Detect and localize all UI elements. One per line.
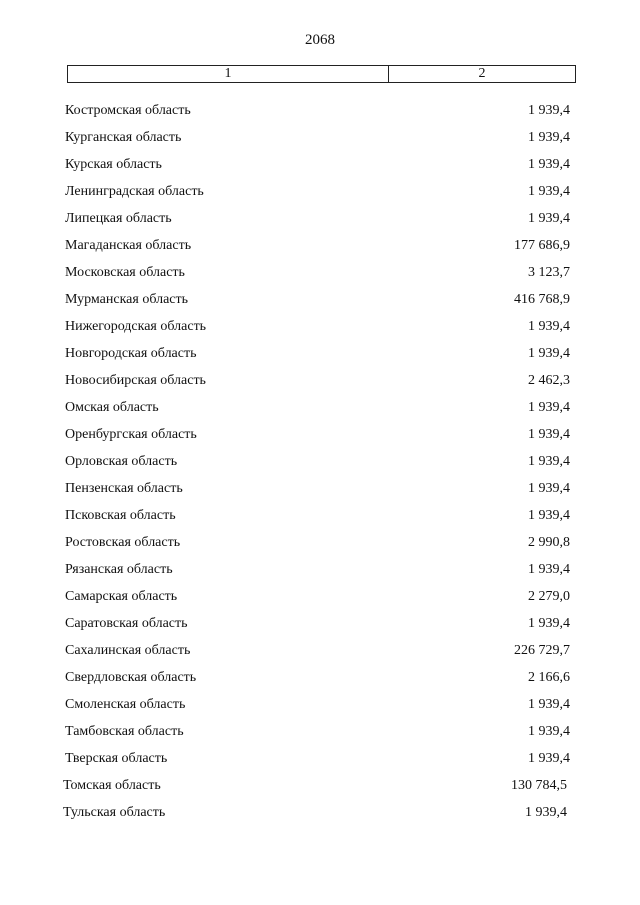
region-name: Самарская область [65,589,178,604]
region-name: Курганская область [65,130,182,145]
table-row [0,776,640,803]
page-number: 2068 [305,32,335,48]
region-value: 226 729,7 [514,643,570,658]
region-name: Рязанская область [65,562,173,577]
region-value: 1 939,4 [528,319,570,334]
table-row [0,533,640,560]
table-row [0,749,640,776]
table-row [0,344,640,371]
region-value: 1 939,4 [528,157,570,172]
table-row [0,155,640,182]
table-row [0,371,640,398]
region-name: Липецкая область [65,211,172,226]
region-name: Саратовская область [65,616,188,631]
region-name: Ленинградская область [65,184,204,199]
region-table [0,101,640,830]
region-value: 130 784,5 [511,778,567,793]
table-row [0,101,640,128]
table-row [0,236,640,263]
region-name: Смоленская область [65,697,186,712]
region-value: 1 939,4 [528,697,570,712]
table-row [0,668,640,695]
region-value: 2 279,0 [528,589,570,604]
region-name: Московская область [65,265,185,280]
region-name: Сахалинская область [65,643,191,658]
region-value: 1 939,4 [528,454,570,469]
region-value: 1 939,4 [528,751,570,766]
table-row [0,452,640,479]
table-row [0,425,640,452]
region-value: 177 686,9 [514,238,570,253]
table-row [0,560,640,587]
region-value: 1 939,4 [528,508,570,523]
region-name: Костромская область [65,103,191,118]
table-row [0,263,640,290]
region-value: 1 939,4 [528,211,570,226]
region-value: 1 939,4 [525,805,567,820]
region-value: 3 123,7 [528,265,570,280]
region-name: Тульская область [63,805,166,820]
region-value: 1 939,4 [528,103,570,118]
region-name: Тамбовская область [65,724,184,739]
table-row [0,398,640,425]
region-value: 1 939,4 [528,616,570,631]
region-name: Курская область [65,157,162,172]
region-name: Новосибирская область [65,373,206,388]
region-value: 2 462,3 [528,373,570,388]
region-name: Свердловская область [65,670,197,685]
region-name: Оренбургская область [65,427,197,442]
table-row [0,128,640,155]
region-name: Нижегородская область [65,319,207,334]
table-row [0,722,640,749]
region-value: 1 939,4 [528,130,570,145]
region-name: Тверская область [65,751,168,766]
region-value: 1 939,4 [528,346,570,361]
region-name: Пензенская область [65,481,183,496]
table-row [0,479,640,506]
region-value: 1 939,4 [528,427,570,442]
table-row [0,506,640,533]
region-value: 1 939,4 [528,481,570,496]
region-value: 2 990,8 [528,535,570,550]
table-row [0,695,640,722]
region-value: 1 939,4 [528,400,570,415]
table-row [0,587,640,614]
region-name: Омская область [65,400,159,415]
region-name: Псковская область [65,508,176,523]
table-row [0,209,640,236]
table-row [0,317,640,344]
table-row [0,182,640,209]
region-name: Новгородская область [65,346,197,361]
table-row [0,803,640,830]
region-value: 416 768,9 [514,292,570,307]
table-row [0,614,640,641]
column-header-1: 1 [68,66,389,82]
region-value: 1 939,4 [528,562,570,577]
region-value: 1 939,4 [528,184,570,199]
column-header-2: 2 [478,66,486,81]
region-value: 2 166,6 [528,670,570,685]
table-row [0,290,640,317]
region-name: Томская область [63,778,161,793]
column-header-row [67,65,576,83]
region-value: 1 939,4 [528,724,570,739]
region-name: Ростовская область [65,535,181,550]
table-row [0,641,640,668]
region-name: Мурманская область [65,292,189,307]
region-name: Орловская область [65,454,178,469]
region-name: Магаданская область [65,238,192,253]
